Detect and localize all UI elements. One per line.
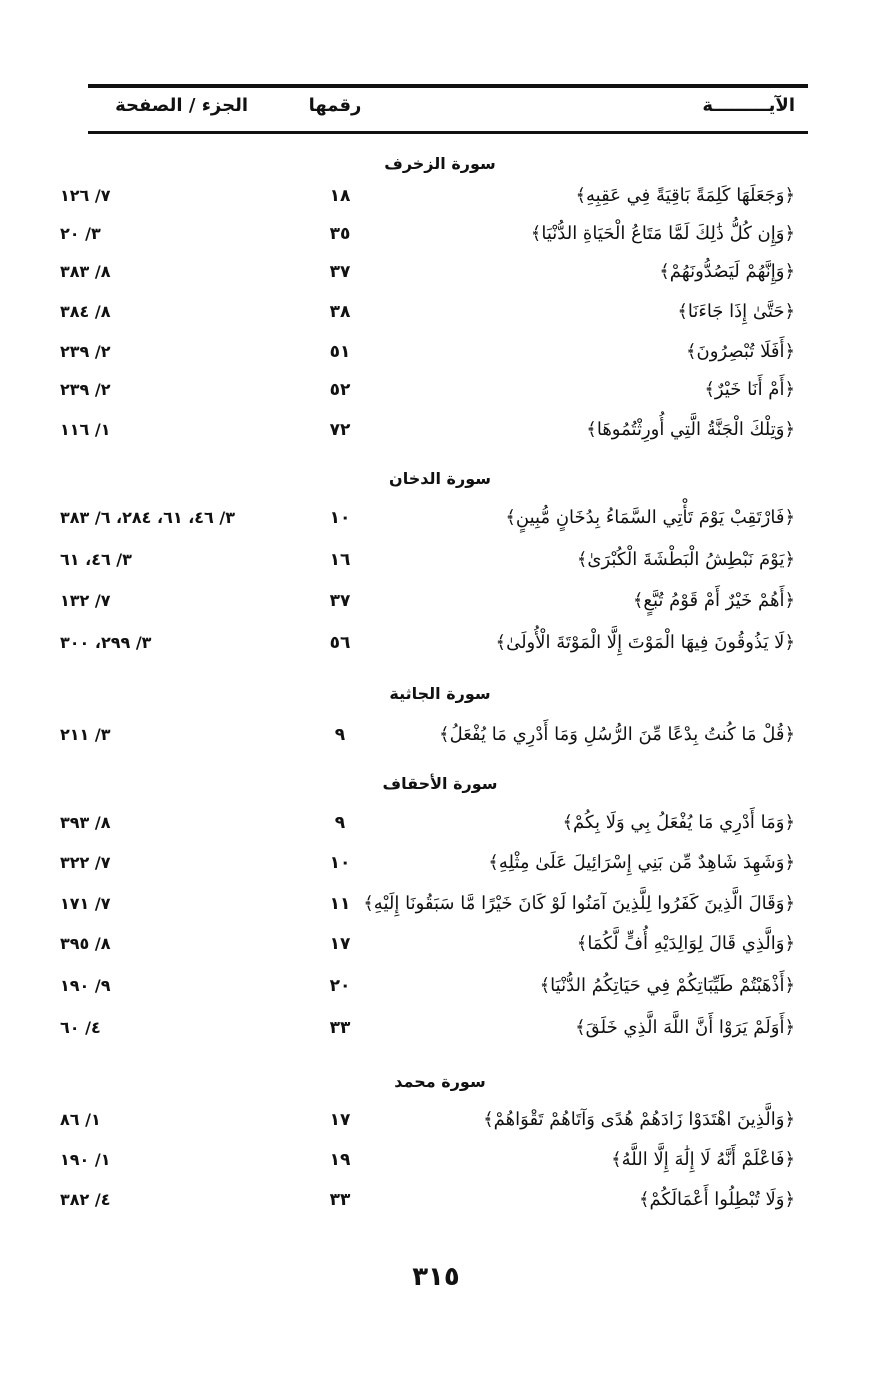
ayah-number: ١٠: [329, 508, 351, 528]
table-row: [0, 375, 873, 409]
table-row: [0, 808, 873, 842]
table-row: [0, 848, 873, 882]
ayah-number: ١٧: [329, 1110, 351, 1130]
volume-page: ٤/ ٣٨٢: [60, 1190, 111, 1209]
surah-heading: [0, 150, 873, 180]
table-row: [0, 1013, 873, 1047]
ayah-text: ﴿فَارْتَقِبْ يَوْمَ تَأْتِي السَّمَاءُ بِدُخَانٍ مُّبِينٍ﴾: [505, 507, 795, 528]
ayah-text: ﴿أَمْ أَنَا خَيْرٌ﴾: [704, 379, 795, 400]
volume-page: ٣/ ٢٠: [60, 224, 101, 243]
surah-heading: [0, 770, 873, 800]
table-row: [0, 1105, 873, 1139]
ayah-number: ٣٣: [329, 1190, 351, 1210]
surah-heading: [0, 1068, 873, 1098]
surah-title: سورة الدخان: [389, 469, 491, 488]
volume-page: ٢/ ٢٣٩: [60, 380, 111, 399]
ayah-text: ﴿وَمَا أَدْرِي مَا يُفْعَلُ بِي وَلَا بِكُمْ﴾: [562, 812, 795, 833]
table-row: [0, 586, 873, 620]
volume-page: ٣/ ٤٦، ٦١، ٢٨٤، ٦/ ٣٨٣: [60, 508, 235, 527]
header-number: رقمها: [308, 95, 362, 116]
ayah-number: ٣٣: [329, 1018, 351, 1038]
table-row: [0, 628, 873, 662]
volume-page: ٨/ ٣٨٤: [60, 302, 111, 321]
table-row: [0, 545, 873, 579]
surah-heading: [0, 680, 873, 710]
ayah-text: ﴿لَا يَذُوقُونَ فِيهَا الْمَوْتَ إِلَّا الْمَوْتَةَ الْأُولَىٰ﴾: [495, 632, 795, 653]
ayah-text: ﴿وَلَا تُبْطِلُوا أَعْمَالَكُمْ﴾: [639, 1189, 795, 1210]
volume-page: ٣/ ٤٦، ٦١: [60, 550, 132, 569]
volume-page: ٧/ ١٧١: [60, 894, 111, 913]
ayah-text: ﴿وَتِلْكَ الْجَنَّةُ الَّتِي أُورِثْتُمُوهَا﴾: [586, 419, 795, 440]
table-row: [0, 297, 873, 331]
ayah-number: ٧٢: [329, 420, 351, 440]
ayah-text: ﴿وَالَّذِي قَالَ لِوَالِدَيْهِ أُفٍّ لَّكُمَا﴾: [576, 933, 795, 954]
volume-page: ٩/ ١٩٠: [60, 976, 111, 995]
table-row: [0, 337, 873, 371]
ayah-text: ﴿قُلْ مَا كُنتُ بِدْعًا مِّنَ الرُّسُلِ وَمَا أَدْرِي مَا يُفْعَلُ﴾: [439, 724, 795, 745]
volume-page: ٧/ ١٣٢: [60, 591, 111, 610]
ayah-number: ١٠: [329, 853, 351, 873]
surah-title: سورة محمد: [394, 1072, 486, 1091]
volume-page: ٣/ ٢٩٩، ٣٠٠: [60, 633, 152, 652]
ayah-text: ﴿أَهُمْ خَيْرٌ أَمْ قَوْمُ تُبَّعٍ﴾: [632, 590, 795, 611]
ayah-number: ١٦: [329, 550, 351, 570]
ayah-text: ﴿وَإِنَّهُمْ لَيَصُدُّونَهُمْ﴾: [659, 261, 795, 282]
volume-page: ١/ ٨٦: [60, 1110, 101, 1129]
ayah-number: ١٩: [329, 1150, 351, 1170]
ayah-text: ﴿وَالَّذِينَ اهْتَدَوْا زَادَهُمْ هُدًى وَآتَاهُمْ تَقْوَاهُمْ﴾: [483, 1109, 795, 1130]
surah-title: سورة الجاثية: [389, 684, 491, 703]
volume-page: ٢/ ٢٣٩: [60, 342, 111, 361]
surah-heading: [0, 465, 873, 495]
ayah-text: ﴿أَفَلَا تُبْصِرُونَ﴾: [685, 341, 795, 362]
ayah-number: ١٨: [329, 186, 351, 206]
header-ayah: الآيـــــــــة: [702, 95, 795, 116]
ayah-number: ٢٠: [329, 976, 351, 996]
table-row: [0, 720, 873, 754]
table-row: [0, 219, 873, 253]
ayah-text: ﴿وَإِن كُلُّ ذَٰلِكَ لَمَّا مَتَاعُ الْحَيَاةِ الدُّنْيَا﴾: [530, 223, 795, 244]
ayah-text: ﴿وَجَعَلَهَا كَلِمَةً بَاقِيَةً فِي عَقِبِهِ﴾: [575, 185, 795, 206]
ayah-text: ﴿وَشَهِدَ شَاهِدٌ مِّن بَنِي إِسْرَائِيلَ عَلَىٰ مِثْلِهِ﴾: [488, 852, 795, 873]
volume-page: ٨/ ٣٩٣: [60, 813, 111, 832]
volume-page: ٨/ ٣٩٥: [60, 934, 111, 953]
surah-title: سورة الزخرف: [384, 154, 496, 173]
ayah-text: ﴿يَوْمَ نَبْطِشُ الْبَطْشَةَ الْكُبْرَىٰ﴾: [576, 549, 795, 570]
header-location: الجزء / الصفحة: [115, 95, 248, 116]
table-row: [0, 889, 873, 923]
ayah-number: ١٧: [329, 934, 351, 954]
ayah-number: ٥٦: [329, 633, 351, 653]
ayah-text: ﴿وَقَالَ الَّذِينَ كَفَرُوا لِلَّذِينَ آمَنُوا لَوْ كَانَ خَيْرًا مَّا سَبَقُونَا إِلَيْهِ﴾: [363, 893, 795, 914]
ayah-text: ﴿فَاعْلَمْ أَنَّهُ لَا إِلَٰهَ إِلَّا اللَّهُ﴾: [611, 1149, 795, 1170]
ayah-number: ٩: [334, 813, 346, 833]
ayah-number: ٣٧: [329, 262, 351, 282]
ayah-number: ١١: [329, 894, 351, 914]
table-row: [0, 971, 873, 1005]
table-row: [0, 415, 873, 449]
ayah-text: ﴿حَتَّىٰ إِذَا جَاءَنَا﴾: [677, 301, 795, 322]
table-row: [0, 257, 873, 291]
volume-page: ١/ ١١٦: [60, 420, 111, 439]
volume-page: ١/ ١٩٠: [60, 1150, 111, 1169]
page-number: ٣١٥: [412, 1262, 460, 1292]
ayah-text: ﴿أَوَلَمْ يَرَوْا أَنَّ اللَّهَ الَّذِي خَلَقَ﴾: [575, 1017, 795, 1038]
ayah-number: ٥١: [329, 342, 351, 362]
ayah-number: ٥٢: [329, 380, 351, 400]
volume-page: ٤/ ٦٠: [60, 1018, 101, 1037]
table-row: [0, 181, 873, 215]
volume-page: ٣/ ٢١١: [60, 725, 111, 744]
volume-page: ٧/ ٣٢٢: [60, 853, 111, 872]
table-row: [0, 503, 873, 537]
ayah-text: ﴿أَذْهَبْتُمْ طَيِّبَاتِكُمْ فِي حَيَاتِكُمُ الدُّنْيَا﴾: [539, 975, 795, 996]
table-row: [0, 1145, 873, 1179]
table-row: [0, 929, 873, 963]
ayah-number: ٩: [334, 725, 346, 745]
surah-title: سورة الأحقاف: [382, 774, 498, 793]
table-row: [0, 1185, 873, 1219]
ayah-number: ٣٥: [329, 224, 351, 244]
volume-page: ٧/ ١٢٦: [60, 186, 111, 205]
ayah-number: ٣٧: [329, 591, 351, 611]
volume-page: ٨/ ٣٨٣: [60, 262, 111, 281]
ayah-number: ٣٨: [329, 302, 351, 322]
